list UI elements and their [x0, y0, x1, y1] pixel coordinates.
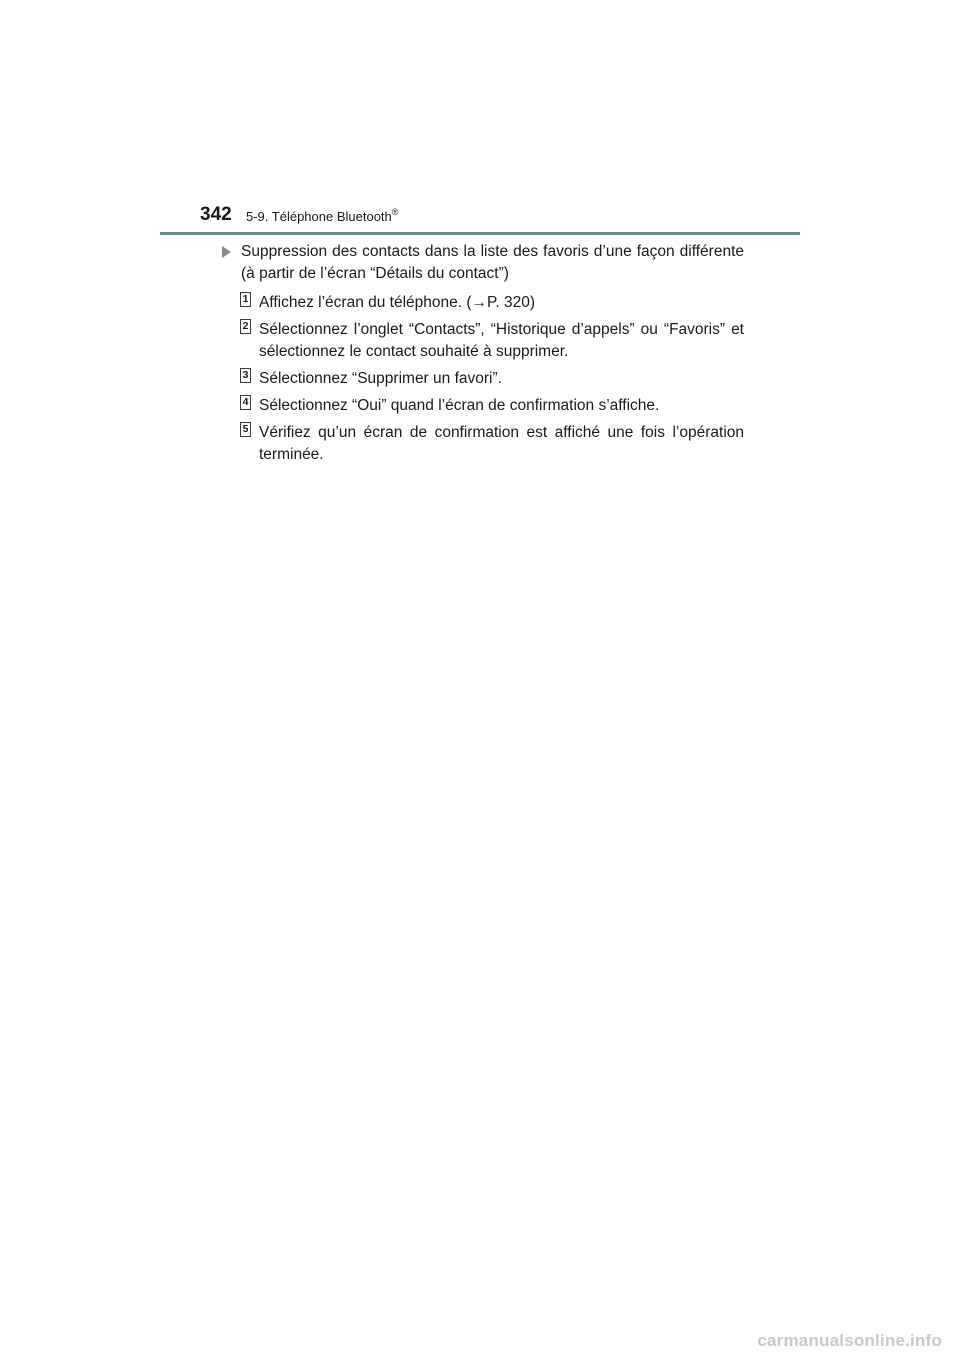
step-2 — [240, 319, 744, 363]
page-number: 342 — [200, 204, 232, 225]
step-3 — [240, 368, 744, 390]
step-text: Vérifiez qu’un écran de confirmation est affiché une fois l’opération terminée. — [259, 424, 744, 463]
section-title — [246, 207, 398, 224]
triangle-right-icon — [222, 246, 231, 258]
step-1 — [240, 292, 744, 314]
bullet-heading — [222, 241, 744, 285]
step-text: Sélectionnez “Supprimer un favori”. — [259, 370, 502, 387]
step-5 — [240, 422, 744, 466]
step-text: Sélectionnez l’onglet “Contacts”, “Historique d’appels” ou “Favoris” et sélectionnez le contact souhaité à supprimer. — [259, 321, 744, 360]
bullet-heading-text: Suppression des contacts dans la liste des favoris d’une façon différente (à partir de l’écran “Détails du contact”) — [241, 243, 744, 282]
watermark: carmanualsonline.info — [757, 1331, 942, 1350]
step-text: Sélectionnez “Oui” quand l’écran de confirmation s’affiche. — [259, 397, 660, 414]
step-4 — [240, 395, 744, 417]
step-text: Affichez l’écran du téléphone. (→P. 320) — [259, 294, 536, 311]
step-number-badge: 4 — [240, 395, 251, 410]
section-title-text: 5-9. Téléphone Bluetooth — [246, 209, 392, 224]
step-number-badge: 5 — [240, 422, 251, 437]
step-number-badge: 1 — [240, 292, 251, 307]
registered-mark: ® — [391, 207, 399, 217]
step-number-badge: 2 — [240, 319, 251, 334]
header-rule — [160, 232, 800, 235]
step-number-badge: 3 — [240, 368, 251, 383]
